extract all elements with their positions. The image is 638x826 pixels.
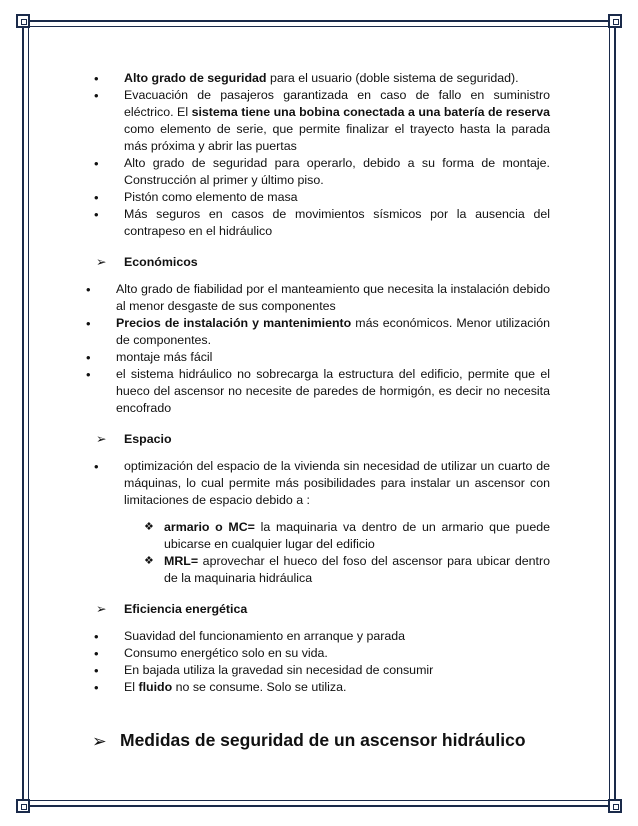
- section-heading-espacio: ➢ Espacio: [96, 432, 172, 446]
- list-item: • optimización del espacio de la vivienda sin necesidad de utilizar un cuarto de máquinas, lo cual permite más posibilidades para instalar un ascensor con limitaciones de espacio debido a :: [92, 458, 550, 509]
- document-body: [92, 70, 550, 696]
- section-heading-medidas: ➢ Medidas de seguridad de un ascensor hidráulico: [92, 730, 526, 751]
- arrow-bullet-icon: ➢: [92, 731, 107, 751]
- sub-list-item: ❖ MRL= aprovechar el hueco del foso del ascensor para ubicar dentro de la maquinaria hidráulica: [144, 553, 550, 587]
- corner-ornament: [608, 14, 622, 28]
- list-item: • Alto grado de seguridad para el usuario (doble sistema de seguridad).: [92, 70, 550, 87]
- list-item: • Más seguros en casos de movimientos sísmicos por la ausencia del contrapeso en el hidráulico: [92, 206, 550, 240]
- arrow-bullet-icon: ➢: [96, 255, 107, 269]
- corner-ornament: [608, 799, 622, 813]
- list-item: • Alto grado de fiabilidad por el manteamiento que necesita la instalación debido al menor desgaste de sus componentes: [84, 281, 550, 315]
- arrow-bullet-icon: ➢: [96, 602, 107, 616]
- section-heading-economicos: ➢ Económicos: [96, 255, 198, 269]
- list-item: • Precios de instalación y mantenimiento más económicos. Menor utilización de componentes.: [84, 315, 550, 349]
- list-item: • Evacuación de pasajeros garantizada en caso de fallo en suministro eléctrico. El sistema tiene una bobina conectada a una batería de reserva como elemento de serie, que permite finalizar el trayecto hasta la parada más próxima y abrir las puertas: [92, 87, 550, 155]
- corner-ornament: [16, 799, 30, 813]
- seguridad-list: [92, 70, 550, 240]
- list-item: • Suavidad del funcionamiento en arranque y parada: [92, 628, 550, 645]
- espacio-list: [92, 458, 550, 509]
- list-item: • El fluido no se consume. Solo se utiliza.: [92, 679, 550, 696]
- list-item: • Consumo energético solo en su vida.: [92, 645, 550, 662]
- list-item: • Alto grado de seguridad para operarlo, debido a su forma de montaje. Construcción al primer y último piso.: [92, 155, 550, 189]
- corner-ornament: [16, 14, 30, 28]
- sub-list-item: ❖ armario o MC= la maquinaria va dentro de un armario que puede ubicarse en cualquier lugar del edificio: [144, 519, 550, 553]
- section-heading-eficiencia: ➢ Eficiencia energética: [96, 602, 248, 616]
- arrow-bullet-icon: ➢: [96, 432, 107, 446]
- economicos-list: [84, 281, 550, 417]
- list-item: • el sistema hidráulico no sobrecarga la estructura del edificio, permite que el hueco del ascensor no necesite de paredes de hormigón, es decir no necesita encofrado: [84, 366, 550, 417]
- eficiencia-list: [92, 628, 550, 696]
- list-item: • Pistón como elemento de masa: [92, 189, 550, 206]
- list-item: • En bajada utiliza la gravedad sin necesidad de consumir: [92, 662, 550, 679]
- espacio-sublist: [144, 519, 550, 587]
- list-item: • montaje más fácil: [84, 349, 550, 366]
